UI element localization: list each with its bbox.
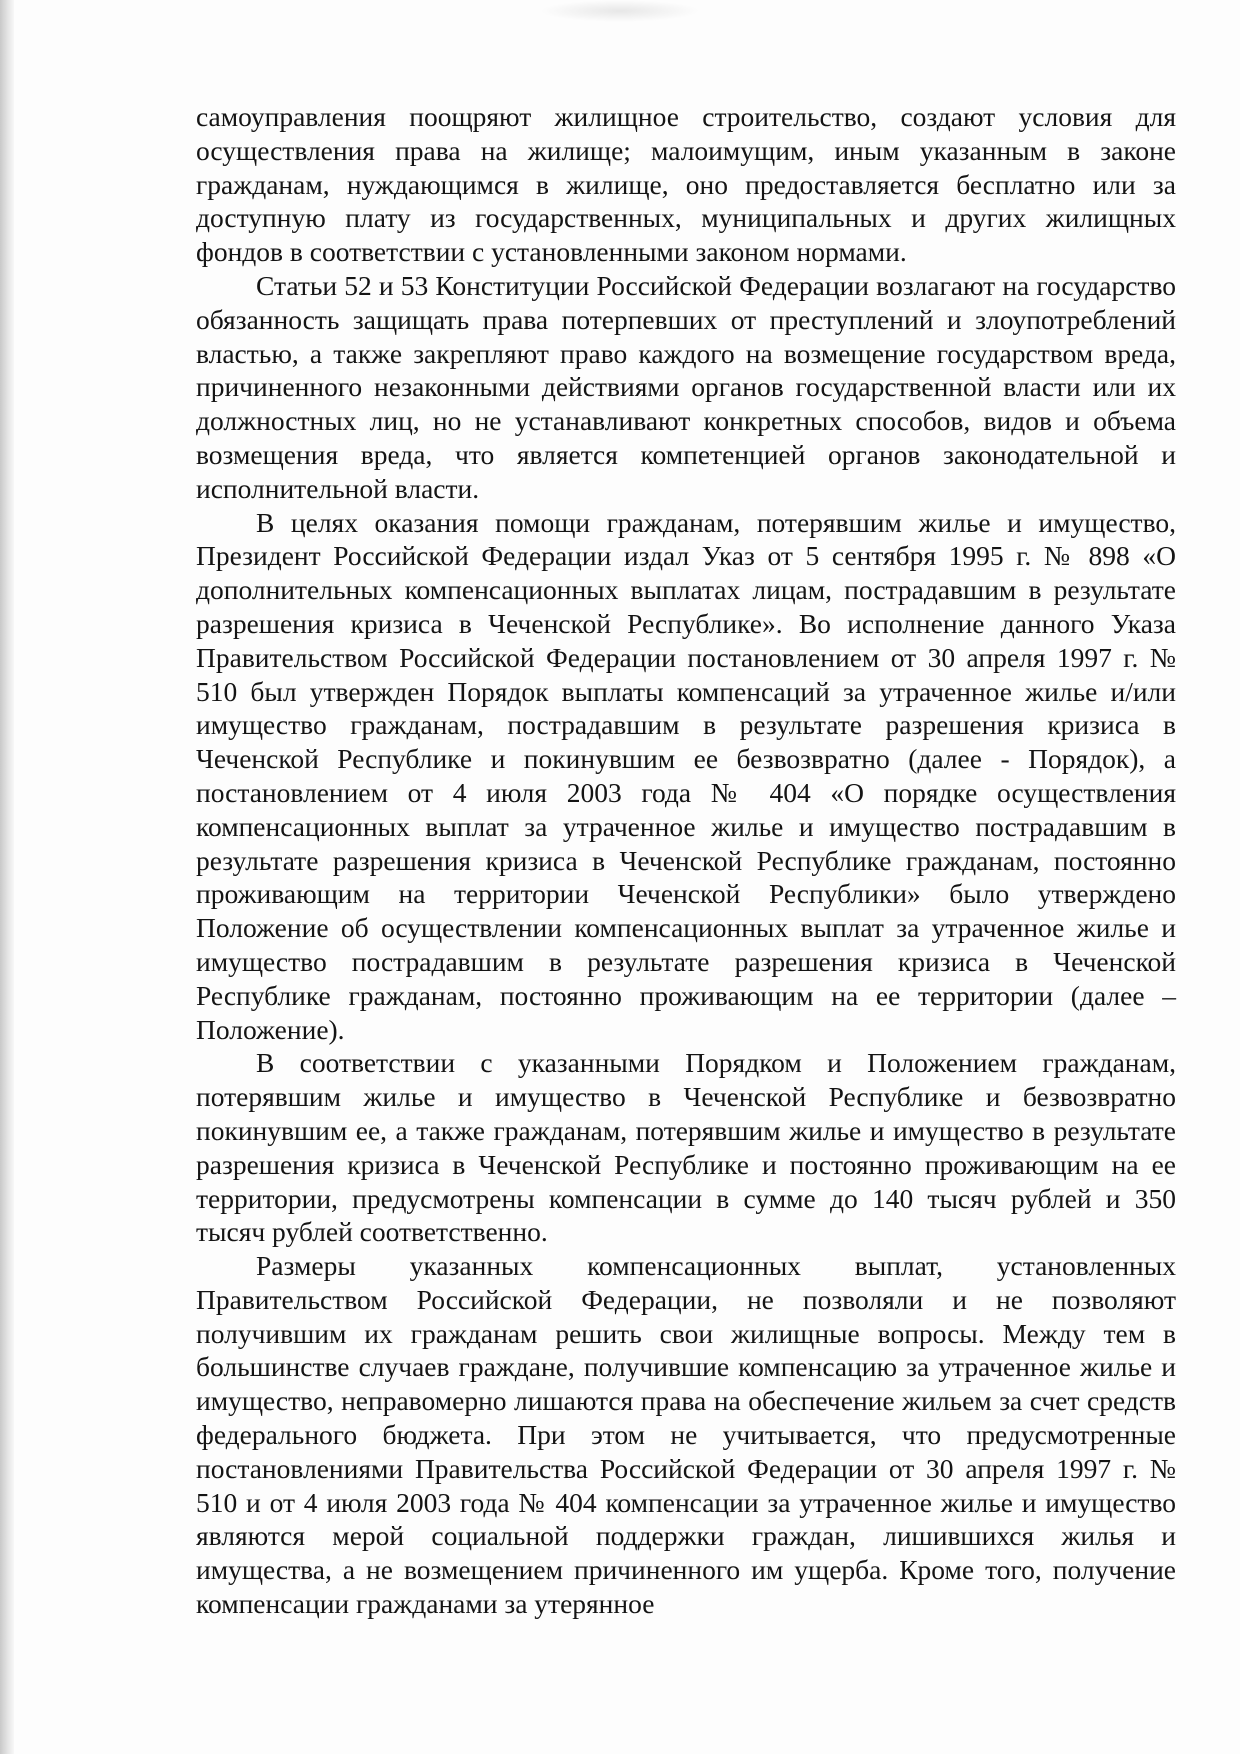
scan-smudge <box>540 0 700 22</box>
scan-shadow-edge <box>0 0 14 1754</box>
paragraph-2: Статьи 52 и 53 Конституции Российской Федерации возлагают на государство обязанность защищать права потерпевших от преступлений и злоупотреблений властью, а также закрепляют право каждого на возмещение государством вреда, причиненного незаконными действиями органов государственной власти или их должностных лиц, но не устанавливают конкретных способов, видов и объема возмещения вреда, что является компетенцией органов законодательной и исполнительной власти. <box>196 269 1176 504</box>
document-body <box>196 100 1176 1621</box>
paragraph-3: В целях оказания помощи гражданам, потерявшим жилье и имущество, Президент Российской Федерации издал Указ от 5 сентября 1995 г. № 898 «О дополнительных компенсационных выплатах лицам, пострадавшим в результате разрешения кризиса в Чеченской Республике». Во исполнение данного Указа Правительством Российской Федерации постановлением от 30 апреля 1997 г. № 510 был утвержден Порядок выплаты компенсаций за утраченное жилье и/или имущество гражданам, пострадавшим в результате разрешения кризиса в Чеченской Республике и покинувшим ее безвозвратно (далее - Порядок), а постановлением от 4 июля 2003 года № 404 «О порядке осуществления компенсационных выплат за утраченное жилье и имущество пострадавшим в результате разрешения кризиса в Чеченской Республике гражданам, постоянно проживающим на территории Чеченской Республики» было утверждено Положение об осуществлении компенсационных выплат за утраченное жилье и имущество пострадавшим в результате разрешения кризиса в Чеченской Республике гражданам, постоянно проживающим на ее территории (далее – Положение). <box>196 506 1176 1045</box>
paragraph-1: самоуправления поощряют жилищное строительство, создают условия для осуществления права на жилище; малоимущим, иным указанным в законе гражданам, нуждающимся в жилище, оно предоставляется бесплатно или за доступную плату из государственных, муниципальных и других жилищных фондов в соответствии с установленными законом нормами. <box>196 101 1176 268</box>
paragraph-4: В соответствии с указанными Порядком и Положением гражданам, потерявшим жилье и имущество в Чеченской Республике и безвозвратно покинувшим ее, а также гражданам, потерявшим жилье и имущество в результате разрешения кризиса в Чеченской Республике и постоянно проживающим на ее территории, предусмотрены компенсации в сумме до 140 тысяч рублей и 350 тысяч рублей соответственно. <box>196 1047 1176 1248</box>
paragraph-5: Размеры указанных компенсационных выплат, установленных Правительством Российской Федерации, не позволяли и не позволяют получившим их гражданам решить свои жилищные вопросы. Между тем в большинстве случаев граждане, получившие компенсацию за утраченное жилье и имущество, неправомерно лишаются права на обеспечение жильем за счет средств федерального бюджета. При этом не учитывается, что предусмотренные постановлениями Правительства Российской Федерации от 30 апреля 1997 г. № 510 и от 4 июля 2003 года № 404 компенсации за утраченное жилье и имущество являются мерой социальной поддержки граждан, лишившихся жилья и имущества, а не возмещением причиненного им ущерба. Кроме того, получение компенсации гражданами за утерянное <box>196 1250 1176 1620</box>
